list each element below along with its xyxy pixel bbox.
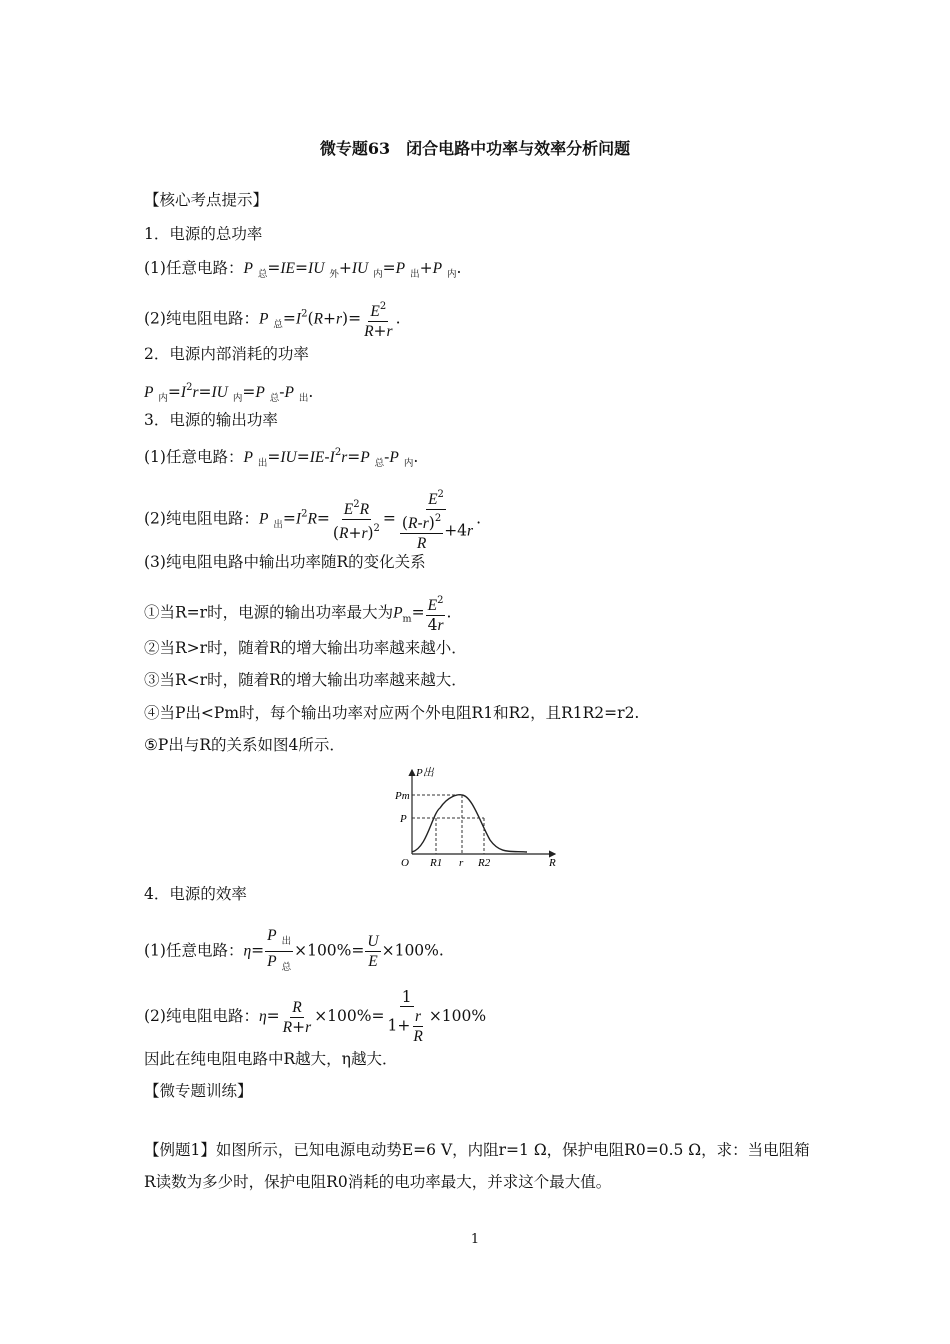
case-5: ⑤P出与R的关系如图4所示． [144, 736, 345, 754]
formula-eff-pure: (2)纯电阻电路：η= $\frac{R}{R+r}$ ×100%= 1 1+ $\frac{r}{R}$ ×100% [144, 988, 487, 1045]
power-curve [412, 795, 527, 852]
y-axis-label: P出 [416, 767, 434, 779]
r-label: r [459, 857, 464, 869]
relation-heading: (3)纯电阻电路中输出功率随R的变化关系 [144, 553, 426, 571]
formula-total-pure: (2)纯电阻电路：P $_总=I^2(R+r)=$ $\frac{E^2}{R+r}$ . [144, 298, 401, 341]
origin-label: O [401, 857, 409, 869]
heading-internal-power: 2．电源内部消耗的功率 [144, 345, 309, 363]
heading-total-power: 1．电源的总功率 [144, 225, 263, 243]
r1-label: R1 [430, 857, 443, 869]
p-label: P [400, 813, 407, 825]
page-title: 微专题63 闭合电路中功率与效率分析问题 [319, 139, 631, 158]
conclusion: 因此在纯电阻电路中R越大，η越大． [144, 1050, 398, 1068]
formula-internal: P $_内=I^2r=IU$ $_内$=P $_总$-P $_出$. [144, 382, 314, 404]
r2-label: R2 [478, 857, 491, 869]
pm-label: Pm [395, 790, 410, 802]
heading-output-power: 3．电源的输出功率 [144, 411, 278, 429]
heading-efficiency: 4．电源的效率 [144, 885, 247, 903]
formula-output-pure: (2)纯电阻电路：P $_出=I^2R=$ $\frac{E^2R}{(R+r)^2}$ = $E^2$ $\frac{(R-r)^2}{R}$ +4r . [144, 486, 481, 553]
page-number: 1 [470, 1232, 480, 1247]
power-resistance-graph [392, 762, 572, 874]
case-4: ④当P出<Pm时，每个输出功率对应两个外电阻R1和R2，且R1R2=r2. [144, 704, 640, 722]
x-axis-label: R [549, 857, 556, 869]
section-core-heading: 【核心考点提示】 [144, 191, 269, 209]
formula-output-any: (1)任意电路：P $_出=IU=IE-I^2r=P$ $_总$-P $_内$. [144, 447, 419, 469]
case-3: ③当R<r时，随着R的增大输出功率越来越大． [144, 671, 467, 689]
formula-eff-any: (1)任意电路：η= $\frac{P _出}{P _总}$ ×100%= $\frac{U}{E}$ ×100%. [144, 927, 444, 973]
example-1: 【例题1】如图所示，已知电源电动势E=6 V，内阻r=1 Ω，保护电阻R0=0.5 Ω，求：当电阻箱R读数为多少时，保护电阻R0消耗的电功率最大，并求这个最大值。 [144, 1141, 810, 1191]
section-train-heading: 【微专题训练】 [144, 1082, 253, 1100]
case-1: ①当R=r时，电源的输出功率最大为$P_m=$ $\frac{E^2}{4r}$ . [144, 592, 451, 635]
formula-total-any: (1)任意电路：P $_总$=IE=IU $_外$+IU $_内$=P $_出$+P $_内$. [144, 259, 462, 280]
case-2: ②当R>r时，随着R的增大输出功率越来越小． [144, 639, 467, 657]
